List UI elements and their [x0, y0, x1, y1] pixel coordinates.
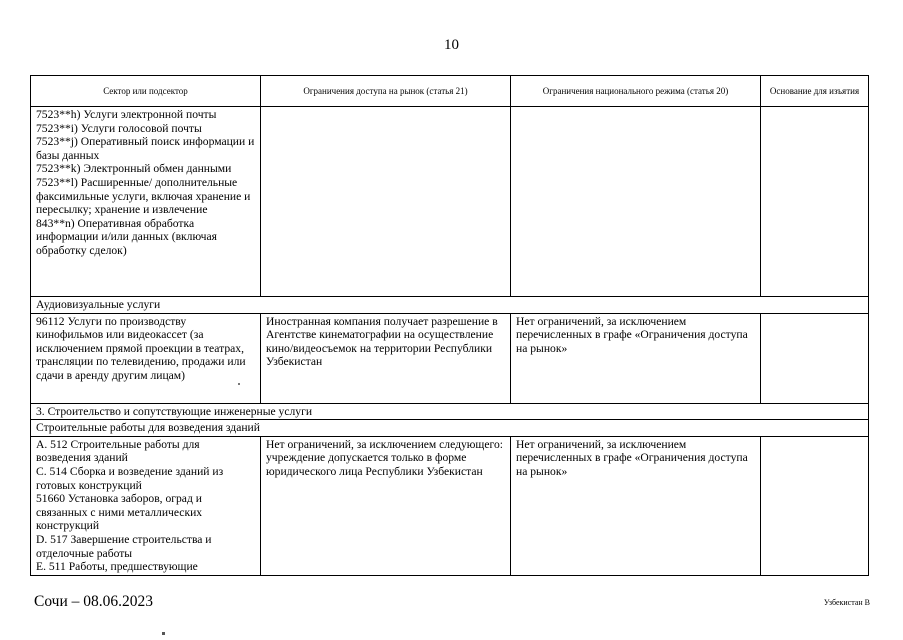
basis-cell	[761, 313, 869, 403]
national-treatment-cell	[511, 436, 761, 575]
cell-text: D. 517 Завершение строительства и отделочные работы	[36, 532, 212, 560]
header-national-treatment: Ограничения национального режима (статья 20)	[511, 76, 761, 107]
national-treatment-cell	[511, 107, 761, 297]
cell-text: 7523**k) Электронный обмен данными	[36, 162, 232, 176]
cell-text: 7523**l) Расширенные/ дополнительные факсимильные услуги, включая хранение и пересылку; хранение и извлечение	[36, 175, 251, 217]
sector-cell	[31, 107, 261, 297]
footer-country-annex: Узбекистан В	[823, 598, 870, 607]
section-heading: 3. Строительство и сопутствующие инженерные услуги	[31, 403, 869, 420]
basis-cell	[761, 107, 869, 297]
cell-text: Нет ограничений, за исключением следующего:	[266, 437, 503, 451]
services-schedule-table	[30, 75, 869, 576]
section-heading-row	[31, 297, 869, 314]
cell-text: 7523**h) Услуги электронной почты	[36, 108, 217, 121]
national-treatment-cell	[511, 313, 761, 403]
page-number: 10	[444, 37, 459, 53]
section-heading: Строительные работы для возведения зданий	[31, 420, 869, 437]
cell-text: Иностранная компания получает разрешение в Агентстве кинематографии на осуществление кино/видеосъемок на территории Республики Узбекистан	[266, 314, 498, 369]
market-access-cell	[261, 107, 511, 297]
cell-text: C. 514 Сборка и возведение зданий из готовых конструкций	[36, 464, 224, 492]
table-row	[31, 107, 869, 297]
cell-text: 843**n) Оперативная обработка информации и/или данных (включая обработку сделок)	[36, 216, 217, 257]
cell-text: учреждение допускается только в форме юридического лица Республики Узбекистан	[266, 451, 483, 478]
cell-text: 96112 Услуги по производству кинофильмов или видеокассет (за исключением прямой проекции в театрах, трансляции по телевидению, продажи или сдачи в аренду другим лицам)	[36, 314, 246, 382]
table-header-row	[31, 76, 869, 107]
cell-text: 7523**j) Оперативный поиск информации и базы данных	[36, 135, 255, 162]
header-basis: Основание для изъятия	[761, 76, 869, 107]
cell-text: Нет ограничений, за исключением перечисленных в графе «Ограничения доступа на рынок»	[516, 314, 748, 355]
cell-text: A. 512 Строительные работы для возведения зданий	[36, 437, 200, 465]
basis-cell	[761, 436, 869, 575]
cell-text: 51660 Установка заборов, оград и связанных с ними металлических конструкций	[36, 492, 203, 533]
sector-cell	[31, 436, 261, 575]
header-market-access: Ограничения доступа на рынок (статья 21)	[261, 76, 511, 107]
section-heading-row	[31, 420, 869, 437]
section-heading-row	[31, 403, 869, 420]
table-row	[31, 436, 869, 575]
scan-mark	[162, 632, 165, 635]
table-body	[31, 107, 869, 576]
market-access-cell	[261, 436, 511, 575]
cell-text: 7523**i) Услуги голосовой почты	[36, 121, 202, 135]
scan-mark	[238, 383, 240, 385]
section-heading: Аудиовизуальные услуги	[31, 297, 869, 314]
cell-text: Нет ограничений, за исключением перечисленных в графе «Ограничения доступа на рынок»	[516, 437, 748, 478]
sector-cell	[31, 313, 261, 403]
cell-text: E. 511 Работы, предшествующие	[36, 560, 198, 574]
table-row	[31, 313, 869, 403]
market-access-cell	[261, 313, 511, 403]
footer-place-date: Сочи – 08.06.2023	[34, 593, 154, 610]
header-sector: Сектор или подсектор	[31, 76, 261, 107]
